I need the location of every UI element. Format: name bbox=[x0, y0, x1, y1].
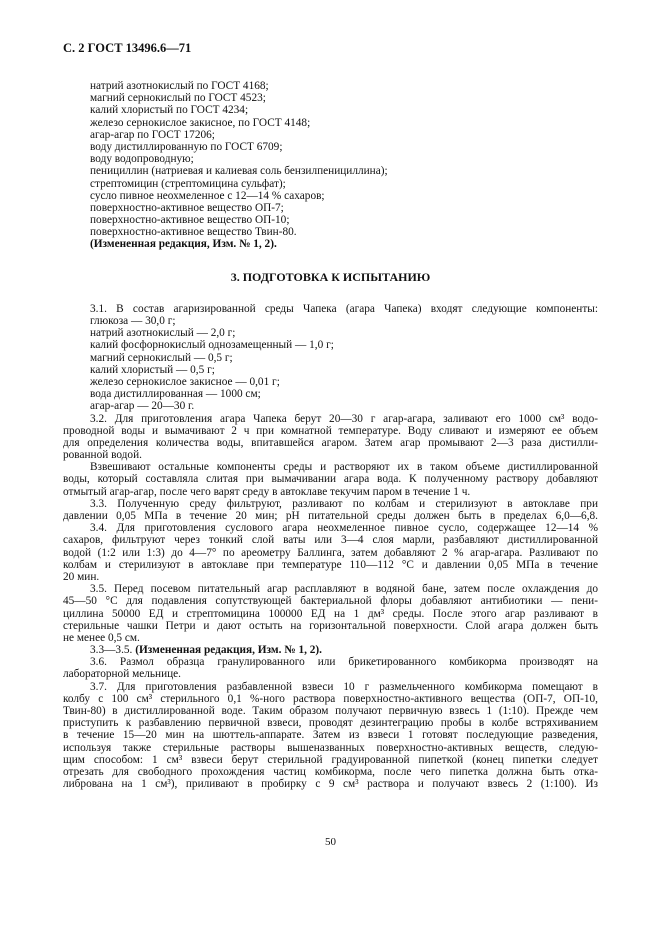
line-text: 3.4. Для приготовления суслового агара неохмеленное пивное сусло, содержащее 12—14 % bbox=[90, 522, 598, 535]
line-text: агар-агар по ГОСТ 17206; bbox=[90, 128, 215, 141]
text-line bbox=[63, 92, 598, 104]
document-body bbox=[63, 80, 598, 790]
text-line bbox=[63, 80, 598, 92]
text-line bbox=[63, 473, 598, 485]
text-line bbox=[63, 595, 598, 607]
text-line bbox=[63, 668, 598, 680]
line-text: приступить к разбавлению первичной взвеси, проводят дезинтеграцию пробы в колбе встряхиванием bbox=[63, 717, 598, 730]
text-line bbox=[63, 461, 598, 473]
text-line bbox=[63, 449, 598, 461]
line-text: калий хлористый — 0,5 г; bbox=[90, 363, 215, 376]
line-text: либрована на 1 см³), приливают в пробирку с 9 см³ раствора и получают взвесь 2 (1:100). Из bbox=[63, 778, 598, 791]
text-line bbox=[63, 400, 598, 412]
text-line bbox=[63, 141, 598, 153]
line-text: 45—50 °С для подавления сопутствующей бактериальной флоры добавляют антибиотики — пени- bbox=[63, 595, 598, 608]
amendment-note: (Измененная редакция, Изм. № 1, 2). bbox=[135, 644, 322, 657]
line-text: щим способом: 1 см³ взвеси берут стерильной градуированной пипеткой (конец пипетки следует bbox=[63, 753, 598, 766]
text-line bbox=[63, 559, 598, 571]
line-text: колбам и стерилизуют в автоклаве при температуре 110—112 °С и давлении 0,05 МПа в течение bbox=[63, 558, 598, 571]
line-text: стерильные чашки Петри и дают остыть на горизонтальной поверхности. Слой агара должен быть bbox=[63, 619, 598, 632]
text-line bbox=[63, 693, 598, 705]
line-text: проводной воды и вымачивают 2 ч при комнатной температуре. Воду сливают и измеряют ее объем bbox=[63, 424, 598, 437]
line-text: сахаров, фильтруют через тонкий слой ваты или 3—4 слоя марли, разбавляют дистиллированной bbox=[63, 534, 598, 547]
line-text: воду дистиллированную по ГОСТ 6709; bbox=[90, 140, 283, 153]
text-line bbox=[63, 190, 598, 202]
line-text: 3.3. Полученную среду фильтруют, разливают по колбам и стерилизуют в автоклаве при bbox=[90, 497, 598, 510]
text-line bbox=[63, 437, 598, 449]
text-line bbox=[63, 214, 598, 226]
text-line bbox=[63, 681, 598, 693]
line-text: в течение 15—20 мин на шюттель-аппарате. Затем из взвеси 1 готовят последующие разведения, bbox=[63, 729, 598, 742]
text-line bbox=[63, 327, 598, 339]
text-line bbox=[63, 498, 598, 510]
line-text: 3.3—3.5. bbox=[90, 644, 133, 657]
line-text: калий фосфорнокислый однозамещенный — 1,0 г; bbox=[90, 339, 334, 352]
line-text: используя также стерильные растворы вышеназванных поверхностно-активных веществ, следую- bbox=[63, 741, 598, 754]
text-line bbox=[63, 413, 598, 425]
line-text: стрептомицин (стрептомицина сульфат); bbox=[90, 177, 286, 190]
line-text: отрезать для свободного прохождения частиц комбикорма, после чего пипетка должна быть отка- bbox=[63, 765, 598, 778]
text-line bbox=[63, 352, 598, 364]
line-text: Взвешивают остальные компоненты среды и растворяют их в таком объеме дистиллированной bbox=[90, 461, 598, 474]
text-line bbox=[63, 583, 598, 595]
text-line bbox=[63, 778, 598, 790]
line-text: 3.6. Размол образца гранулированного или брикетированного комбикорма производят на bbox=[90, 656, 598, 669]
line-text: 3. ПОДГОТОВКА К ИСПЫТАНИЮ bbox=[230, 269, 431, 284]
line-text: колбу с 100 см³ стерильного 0,1 %-ного раствора поверхностно-активного вещества (ОП-7, ОП-10, bbox=[63, 692, 598, 705]
text-line bbox=[63, 717, 598, 729]
line-text: для определения количества воды, впитавшейся агаром. Затем агар промывают 2—3 раза дистилли- bbox=[63, 436, 598, 449]
line-text: агар-агар — 20—30 г. bbox=[90, 400, 195, 413]
text-line bbox=[63, 656, 598, 668]
text-line bbox=[63, 178, 598, 190]
line-text: 3.5. Перед посевом питательный агар расплавляют в водяной бане, затем после охлаждения до bbox=[90, 583, 598, 596]
line-text: 3.2. Для приготовления агара Чапека берут 20—30 г агар-агара, заливают его 1000 см³ водо- bbox=[90, 412, 598, 425]
text-line bbox=[63, 238, 598, 250]
text-line bbox=[63, 202, 598, 214]
text-line bbox=[63, 705, 598, 717]
text-line bbox=[63, 729, 598, 741]
line-text: магний сернокислый — 0,5 г; bbox=[90, 351, 233, 364]
line-text: циллина 50000 ЕД и стрептомицина 100000 ЕД на 1 дм³ среды. После этого агар разливают в bbox=[63, 607, 598, 620]
line-text: вода дистиллированная — 1000 см; bbox=[90, 388, 261, 401]
text-line bbox=[63, 534, 598, 546]
line-text: рованной водой. bbox=[63, 449, 142, 462]
line-text: поверхностно-активное вещество Твин-80. bbox=[90, 226, 297, 239]
line-text: 20 мин. bbox=[63, 570, 100, 583]
text-line bbox=[63, 571, 598, 583]
line-text: Твин-80) в дистиллированной воде. Таким образом получают первичную взвесь 1 (1:10). Прежде чем bbox=[63, 705, 598, 717]
line-text: лабораторной мельнице. bbox=[63, 668, 181, 681]
line-text: воды, который составляла слитая при вымачивании агара вода. К полученному раствору добавляют bbox=[63, 473, 598, 486]
text-line bbox=[63, 766, 598, 778]
page-number: 50 bbox=[325, 836, 336, 848]
line-text: воду водопроводную; bbox=[90, 153, 194, 166]
line-text: не менее 0,5 см. bbox=[63, 631, 140, 644]
text-line bbox=[63, 608, 598, 620]
line-text: давлении 0,05 МПа в течение 20 мин; pH питательной среды должен быть в пределах 6,0—6,8. bbox=[63, 510, 598, 522]
line-text: 3.1. В состав агаризированной среды Чапека (агара Чапека) входят следующие компоненты: bbox=[90, 302, 598, 315]
text-line bbox=[63, 153, 598, 165]
text-line bbox=[63, 165, 598, 177]
line-text: пенициллин (натриевая и калиевая соль бензилпенициллина); bbox=[90, 165, 388, 178]
line-text: водой (1:2 или 1:3) до 4—7° по ареометру Баллинга, затем добавляют 2 % агар-агара. Разливают по bbox=[63, 546, 598, 559]
text-line bbox=[63, 754, 598, 766]
text-line bbox=[63, 486, 598, 498]
text-line bbox=[63, 742, 598, 754]
text-line bbox=[63, 303, 598, 315]
text-line bbox=[63, 117, 598, 129]
text-line bbox=[63, 388, 598, 400]
line-text: магний сернокислый по ГОСТ 4523; bbox=[90, 92, 266, 105]
section-title bbox=[63, 271, 598, 283]
text-line bbox=[63, 632, 598, 644]
text-line bbox=[63, 510, 598, 522]
line-text: железо сернокислое закисное — 0,01 г; bbox=[90, 375, 280, 388]
line-text: поверхностно-активное вещество ОП-7; bbox=[90, 201, 284, 214]
line-text: (Измененная редакция, Изм. № 1, 2). bbox=[90, 238, 277, 251]
line-text: глюкоза — 30,0 г; bbox=[90, 315, 176, 327]
text-line bbox=[63, 315, 598, 327]
line-text: натрий азотнокислый — 2,0 г; bbox=[90, 327, 236, 340]
text-line bbox=[63, 364, 598, 376]
text-line bbox=[63, 339, 598, 351]
line-text: отмытый агар-агар, после чего варят среду в автоклаве текучим паром в течение 1 ч. bbox=[63, 485, 471, 498]
line-text: калий хлористый по ГОСТ 4234; bbox=[90, 104, 249, 117]
line-text: натрий азотнокислый по ГОСТ 4168; bbox=[90, 80, 269, 92]
text-line bbox=[63, 620, 598, 632]
text-line bbox=[63, 644, 598, 656]
text-line bbox=[63, 425, 598, 437]
line-text: поверхностно-активное вещество ОП-10; bbox=[90, 214, 290, 227]
page-header: С. 2 ГОСТ 13496.6—71 bbox=[63, 41, 192, 55]
text-line bbox=[63, 129, 598, 141]
text-line bbox=[63, 547, 598, 559]
text-line bbox=[63, 104, 598, 116]
line-text: железо сернокислое закисное, по ГОСТ 4148; bbox=[90, 116, 311, 129]
line-text: 3.7. Для приготовления разбавленной взвеси 10 г размельченного комбикорма помещают в bbox=[90, 680, 598, 693]
line-text: сусло пивное неохмеленное с 12—14 % сахаров; bbox=[90, 189, 325, 202]
text-line bbox=[63, 376, 598, 388]
text-line bbox=[63, 226, 598, 238]
text-line bbox=[63, 522, 598, 534]
